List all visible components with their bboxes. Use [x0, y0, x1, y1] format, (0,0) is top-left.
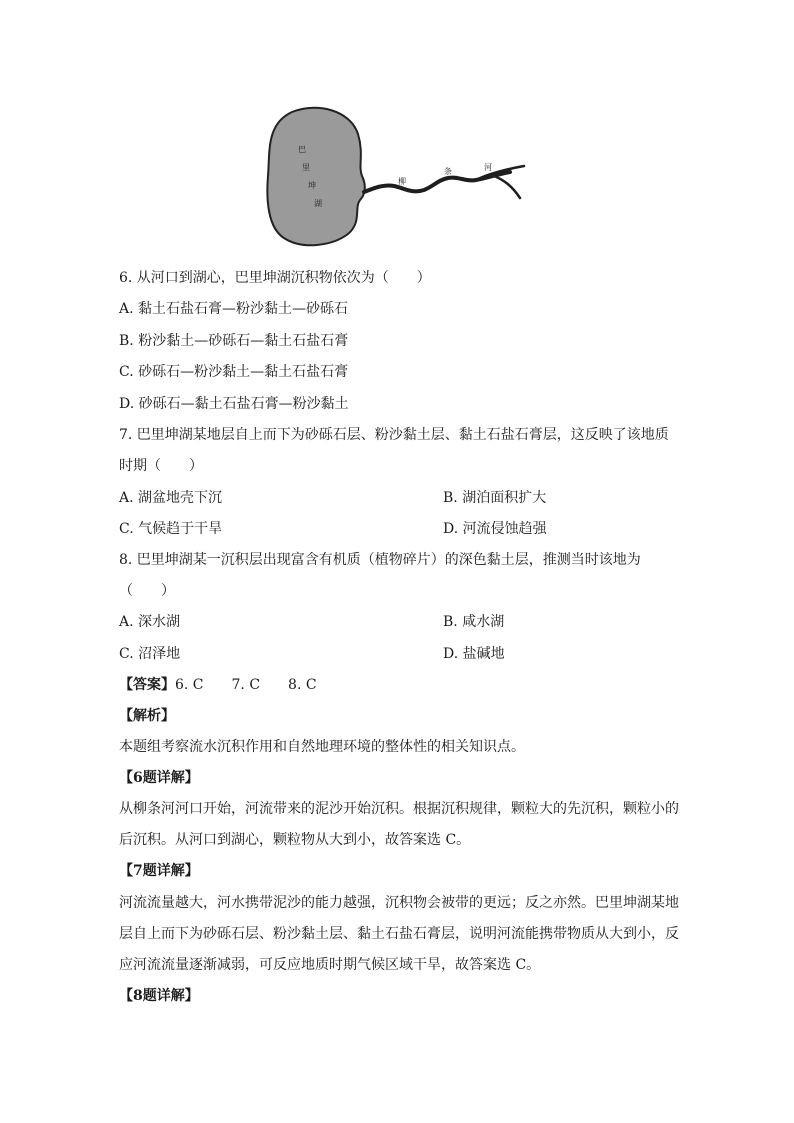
- question-6-option-a: A. 黏土石盐石膏—粉沙黏土—砂砾石: [119, 301, 349, 317]
- question-6-stem: 6. 从河口到湖心，巴里坤湖沉积物依次为（ ）: [119, 270, 431, 286]
- question-8-option-b: B. 咸水湖: [443, 614, 505, 630]
- lake-label-char-3: 坤: [308, 181, 316, 190]
- question-6-option-d: D. 砂砾石—黏土石盐石膏—粉沙黏土: [119, 396, 349, 412]
- detail-7-line1: 河流流量越大，河水携带泥沙的能力越强，沉积物会被带的更远；反之亦然。巴里坤湖某地: [119, 895, 679, 911]
- detail-7-line2: 层自上而下为砂砾石层、粉沙黏土层、黏土石盐石膏层，说明河流能携带物质从大到小，反: [119, 926, 679, 942]
- river-label-char-1: 柳: [398, 177, 406, 186]
- detail-6-line1: 从柳条河河口开始，河流带来的泥沙开始沉积。根据沉积规律，颗粒大的先沉积，颗粒小的: [119, 801, 679, 817]
- answer-value: 6. C 7. C 8. C: [175, 677, 317, 693]
- question-7-stem-line2: 时期（ ）: [119, 458, 203, 474]
- river-label-char-2: 条: [444, 167, 452, 176]
- detail-7-label: 【7题详解】: [119, 863, 199, 879]
- lake-label-char-2: 里: [302, 163, 310, 172]
- question-7-option-b: B. 湖泊面积扩大: [443, 490, 547, 506]
- bali-kun-lake-shape: [267, 108, 364, 245]
- detail-6-line2: 后沉积。从河口到湖心，颗粒物从大到小，故答案选 C。: [119, 832, 471, 848]
- question-7-stem-line1: 7. 巴里坤湖某地层自上而下为砂砾石层、粉沙黏土层、黏土石盐石膏层，这反映了该地质: [119, 427, 669, 443]
- question-7-option-a: A. 湖盆地壳下沉: [119, 490, 223, 506]
- question-8-stem-line2: （ ）: [119, 583, 175, 599]
- question-8-option-c: C. 沼泽地: [119, 646, 181, 662]
- question-8-option-d: D. 盐碱地: [443, 646, 505, 662]
- question-8-option-a: A. 深水湖: [119, 614, 181, 630]
- question-7-option-d: D. 河流侵蚀趋强: [443, 521, 547, 537]
- analysis-label: 【解析】: [119, 708, 175, 724]
- analysis-text: 本题组考察流水沉积作用和自然地理环境的整体性的相关知识点。: [119, 739, 525, 755]
- lake-map-figure: [262, 104, 532, 250]
- question-8-stem-line1: 8. 巴里坤湖某一沉积层出现富含有机质（植物碎片）的深色黏土层，推测当时该地为: [119, 552, 641, 568]
- answer-line: [119, 675, 317, 695]
- answer-label: 【答案】: [119, 677, 175, 693]
- lake-label-char-1: 巴: [298, 145, 306, 154]
- question-6-option-b: B. 粉沙黏土—砂砾石—黏土石盐石膏: [119, 333, 349, 349]
- river-label-char-3: 河: [484, 163, 492, 172]
- lake-label-char-4: 湖: [314, 199, 322, 208]
- detail-6-label: 【6题详解】: [119, 770, 199, 786]
- liutiao-river-lower-branch: [494, 176, 520, 198]
- detail-7-line3: 应河流流量逐渐减弱，可反应地质时期气候区域干旱，故答案选 C。: [119, 957, 541, 973]
- question-7-option-c: C. 气候趋于干旱: [119, 521, 223, 537]
- question-6-option-c: C. 砂砾石—粉沙黏土—黏土石盐石膏: [119, 364, 349, 380]
- detail-8-label: 【8题详解】: [119, 988, 199, 1004]
